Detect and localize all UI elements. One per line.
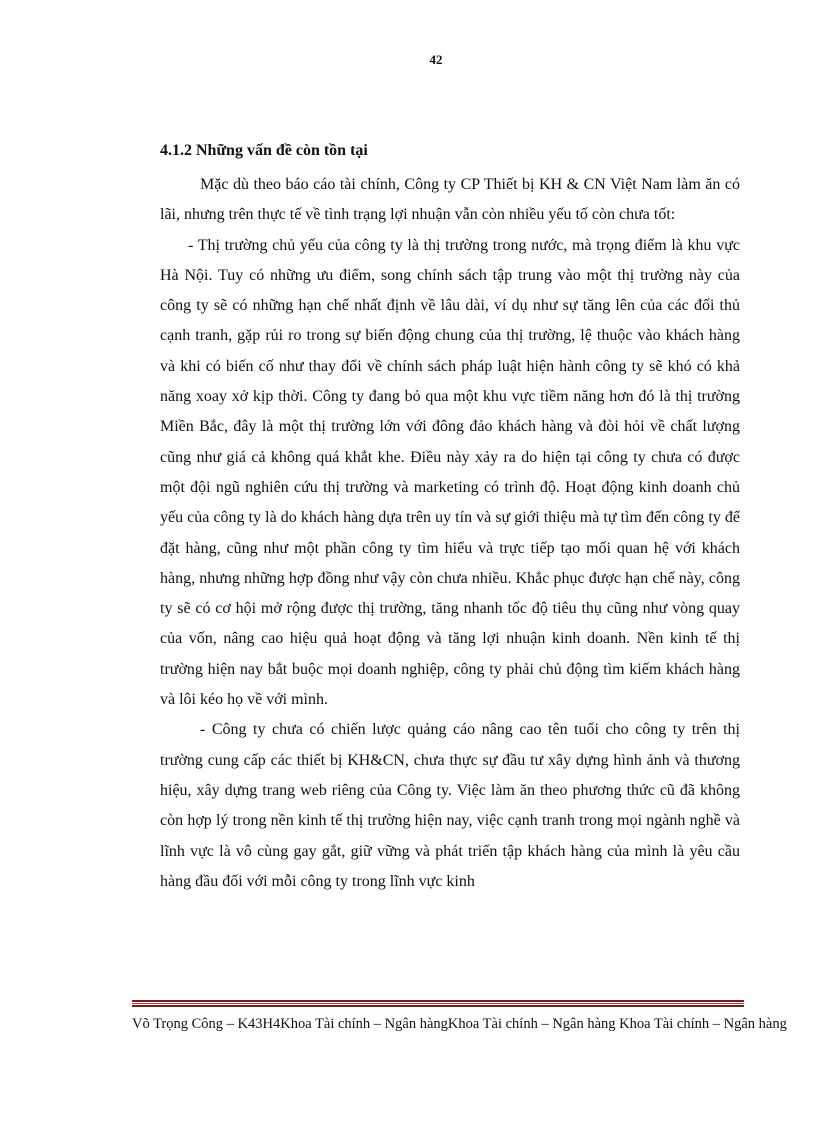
body-text	[160, 170, 740, 897]
paragraph-advertising: - Công ty chưa có chiến lược quảng cáo nâng cao tên tuổi cho công ty trên thị trường cung cấp các thiết bị KH&CN, chưa thực sự đầu tư xây dựng hình ảnh và thương hiệu, xây dựng trang web riêng của Công ty. Việc làm ăn theo phương thức cũ đã không còn hợp lý trong nền kinh tế thị trường hiện nay, việc cạnh tranh trong mọi ngành nghề và lĩnh vực là vô cùng gay gắt, giữ vững và phát triển tập khách hàng của mình là yêu cầu hàng đầu đối với mỗi công ty trong lĩnh vực kinh	[160, 721, 740, 890]
page-number: 42	[429, 52, 443, 67]
paragraph-market: - Thị trường chủ yếu của công ty là thị trường trong nước, mà trọng điểm là khu vực Hà Nội. Tuy có những ưu điểm, song chính sách tập trung vào một thị trường này của công ty sẽ có những hạn chế nhất định về lâu dài, ví dụ như sự tăng lên của các đối thủ cạnh tranh, gặp rủi ro trong sự biến động chung của thị trường, lệ thuộc vào khách hàng và khi có biến cố như thay đổi về chính sách pháp luật hiện hành công ty sẽ khó có khả năng xoay xở kịp thời. Công ty đang bỏ qua một khu vực tiềm năng hơn đó là thị trường Miền Bắc, đây là một thị trường lớn với đông đảo khách hàng và đòi hỏi về chất lượng cũng như giá cả không quá khắt khe. Điều này xảy ra do hiện tại công ty chưa có được một đội ngũ nghiên cứu thị trường và marketing có trình độ. Hoạt động kinh doanh chủ yếu của công ty là do khách hàng dựa trên uy tín và sự giới thiệu mà tự tìm đến công ty để đặt hàng, cũng như một phần công ty tìm hiểu và trực tiếp tạo mối quan hệ với khách hàng, nhưng những hợp đồng như vậy còn chưa nhiều. Khắc phục được hạn chế này, công ty sẽ có cơ hội mở rộng được thị trường, tăng nhanh tốc độ tiêu thụ cũng như vòng quay của vốn, nâng cao hiệu quả hoạt động và tăng lợi nhuận kinh doanh. Nền kinh tế thị trường hiện nay bắt buộc mọi doanh nghiệp, công ty phải chủ động tìm kiếm khách hàng và lôi kéo họ về với mình.	[160, 236, 740, 709]
footer-rule-line-bottom	[132, 1005, 744, 1007]
footer-rule-line-middle	[132, 1003, 744, 1004]
footer-rule	[132, 1000, 744, 1008]
footer-rule-line-top	[132, 1000, 744, 1002]
footer-text: Võ Trọng Công – K43H4Khoa Tài chính – Ngân hàngKhoa Tài chính – Ngân hàng Khoa Tài chính – Ngân hàng	[132, 1016, 787, 1032]
paragraph-intro: Mặc dù theo báo cáo tài chính, Công ty CP Thiết bị KH & CN Việt Nam làm ăn có lãi, nhưng trên thực tế về tình trạng lợi nhuận vẫn còn nhiều yếu tố còn chưa tốt:	[160, 176, 740, 224]
section-heading: 4.1.2 Những vấn đề còn tồn tại	[160, 142, 368, 159]
